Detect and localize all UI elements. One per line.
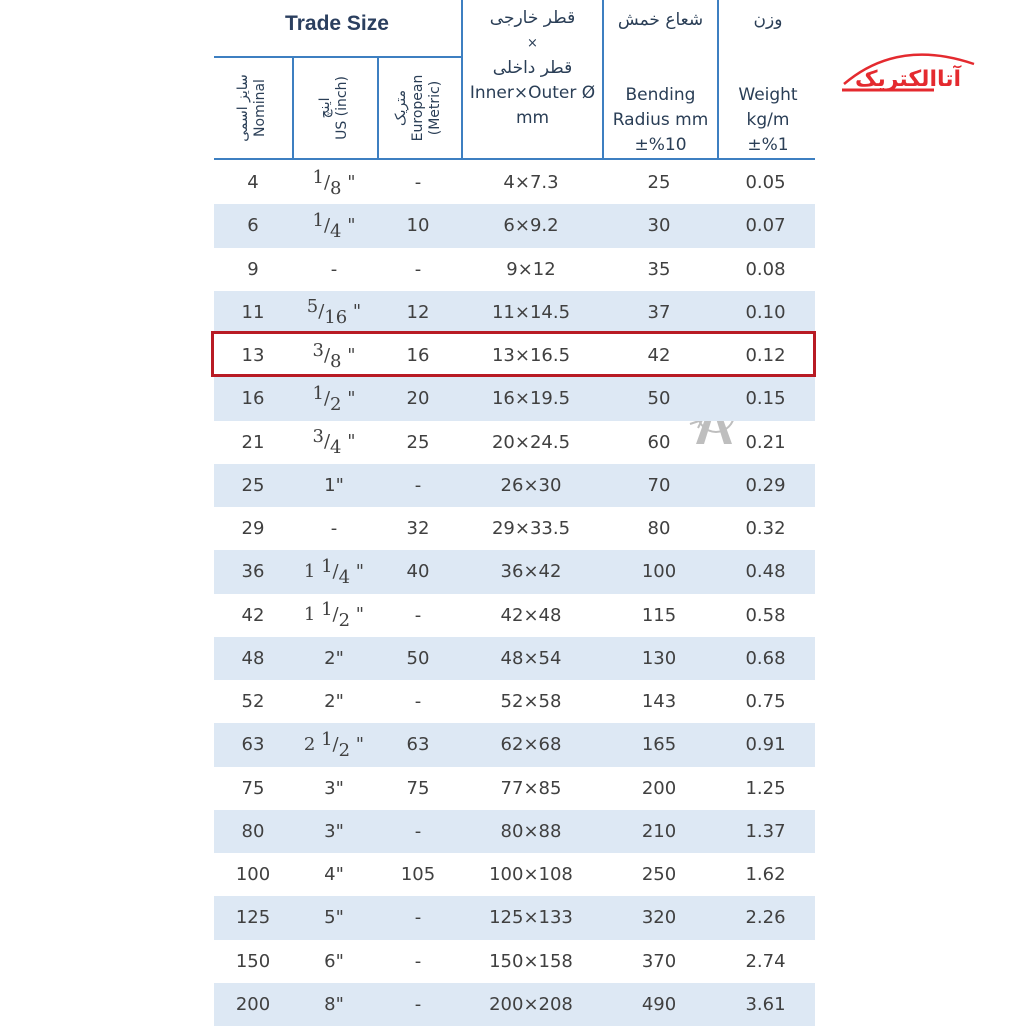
fraction-slash: / bbox=[318, 301, 325, 323]
us-inch-cell: 3" bbox=[324, 777, 344, 799]
bending-radius-cell: 100 bbox=[641, 561, 677, 583]
weight-header-en-3: ±%1 bbox=[747, 135, 789, 155]
bending-header-fa: شعاع خمش bbox=[617, 10, 704, 30]
diameter-header bbox=[463, 6, 602, 131]
inch-mark: " bbox=[350, 604, 365, 626]
diameter-cell: 9×12 bbox=[506, 258, 556, 280]
weight-cell: 0.29 bbox=[745, 474, 786, 496]
fraction-numerator: 3 bbox=[312, 339, 324, 361]
diameter-cell: 11×14.5 bbox=[491, 301, 571, 323]
fraction-slash: / bbox=[332, 604, 339, 626]
us-inch-cell bbox=[292, 210, 376, 242]
bending-radius-cell: 50 bbox=[647, 388, 671, 410]
weight-cell: 0.32 bbox=[745, 518, 786, 540]
fraction bbox=[303, 728, 365, 761]
bending-radius-cell: 35 bbox=[647, 258, 671, 280]
fraction bbox=[303, 555, 365, 588]
fraction-denominator: 2 bbox=[338, 739, 351, 761]
weight-cell: 0.15 bbox=[745, 388, 786, 410]
metric-cell: - bbox=[414, 474, 422, 496]
table-row bbox=[214, 940, 815, 983]
european-header-en-1: European bbox=[410, 74, 426, 142]
fraction-slash: / bbox=[323, 387, 331, 409]
fraction-denominator: 4 bbox=[338, 566, 351, 588]
fraction-slash: / bbox=[332, 560, 339, 582]
metric-cell: - bbox=[414, 172, 422, 194]
table-row bbox=[214, 291, 815, 334]
nominal-cell: 75 bbox=[241, 777, 265, 799]
metric-cell: - bbox=[414, 820, 422, 842]
metric-cell: 63 bbox=[406, 734, 430, 756]
diameter-header-en: Inner×Outer Ø bbox=[469, 83, 596, 103]
fraction-slash: / bbox=[323, 431, 331, 453]
fraction bbox=[312, 209, 356, 242]
nominal-cell: 25 bbox=[241, 474, 265, 496]
bending-radius-cell: 25 bbox=[647, 172, 671, 194]
nominal-cell: 36 bbox=[241, 561, 265, 583]
table-row bbox=[214, 810, 815, 853]
fraction-numerator: 1 bbox=[312, 209, 324, 231]
diameter-cell: 26×30 bbox=[500, 474, 562, 496]
nominal-cell: 21 bbox=[241, 431, 265, 453]
metric-cell: 25 bbox=[406, 431, 430, 453]
nominal-cell: 125 bbox=[235, 907, 271, 929]
table-row bbox=[214, 896, 815, 939]
metric-cell: - bbox=[414, 950, 422, 972]
fraction-whole: 1 bbox=[303, 604, 322, 626]
diameter-cell: 200×208 bbox=[489, 993, 573, 1015]
nominal-cell: 100 bbox=[235, 864, 271, 886]
us-inch-cell bbox=[292, 599, 376, 631]
nominal-cell: 63 bbox=[241, 734, 265, 756]
us-inch-header-fa: اینچ bbox=[317, 97, 333, 119]
fraction-slash: / bbox=[323, 214, 331, 236]
fraction-numerator: 3 bbox=[312, 426, 324, 448]
nominal-cell: 42 bbox=[241, 604, 265, 626]
diameter-cell: 52×58 bbox=[500, 691, 562, 713]
fraction-slash: / bbox=[323, 344, 331, 366]
table-row bbox=[214, 204, 815, 247]
table-row bbox=[214, 594, 815, 637]
logo-text: آتاالکتریک bbox=[854, 67, 962, 92]
weight-header-en-1: Weight bbox=[738, 85, 798, 105]
weight-cell: 0.08 bbox=[745, 258, 786, 280]
weight-cell: 0.12 bbox=[745, 345, 786, 367]
weight-cell: 0.21 bbox=[745, 431, 786, 453]
bending-radius-cell: 37 bbox=[647, 301, 671, 323]
nominal-cell: 150 bbox=[235, 950, 271, 972]
us-inch-cell bbox=[292, 556, 376, 588]
bending-radius-cell: 30 bbox=[647, 215, 671, 237]
nominal-cell: 6 bbox=[247, 215, 259, 237]
us-inch-cell: 2" bbox=[324, 647, 344, 669]
diameter-cell: 4×7.3 bbox=[503, 172, 559, 194]
fraction-denominator: 4 bbox=[330, 437, 342, 459]
metric-cell: - bbox=[414, 993, 422, 1015]
fraction bbox=[303, 599, 365, 632]
diameter-cell: 29×33.5 bbox=[491, 518, 571, 540]
weight-cell: 2.26 bbox=[745, 907, 786, 929]
metric-cell: - bbox=[414, 604, 422, 626]
inch-mark: " bbox=[341, 171, 356, 193]
us-inch-cell: 3" bbox=[324, 820, 344, 842]
diameter-header-unit: mm bbox=[515, 108, 550, 128]
metric-cell: 75 bbox=[406, 777, 430, 799]
table-row bbox=[214, 723, 815, 766]
bending-radius-cell: 143 bbox=[641, 691, 677, 713]
us-inch-cell bbox=[292, 729, 376, 761]
nominal-cell: 13 bbox=[241, 345, 265, 367]
nominal-cell: 52 bbox=[241, 691, 265, 713]
bending-radius-cell: 115 bbox=[641, 604, 677, 626]
diameter-cell: 125×133 bbox=[489, 907, 573, 929]
fraction-slash: / bbox=[323, 171, 331, 193]
inch-mark: " bbox=[350, 560, 365, 582]
metric-cell: 40 bbox=[406, 561, 430, 583]
fraction-numerator: 1 bbox=[312, 382, 324, 404]
selected-row-highlight bbox=[211, 331, 816, 377]
table-row bbox=[214, 377, 815, 420]
diameter-cell: 36×42 bbox=[500, 561, 562, 583]
us-inch-cell bbox=[292, 167, 376, 199]
us-inch-cell: 8" bbox=[324, 993, 344, 1015]
us-inch-cell: 5" bbox=[324, 907, 344, 929]
weight-cell: 0.91 bbox=[745, 734, 786, 756]
table-row bbox=[214, 767, 815, 810]
diameter-cell: 13×16.5 bbox=[491, 345, 571, 367]
fraction-denominator: 8 bbox=[330, 177, 342, 199]
weight-cell: 1.37 bbox=[745, 820, 786, 842]
nominal-cell: 48 bbox=[241, 647, 265, 669]
metric-cell: 12 bbox=[406, 301, 430, 323]
weight-header-en-2: kg/m bbox=[746, 110, 790, 130]
metric-cell: 50 bbox=[406, 647, 430, 669]
european-header-fa: متریک bbox=[393, 90, 409, 126]
nominal-cell: 80 bbox=[241, 820, 265, 842]
bending-radius-cell: 250 bbox=[641, 864, 677, 886]
us-inch-cell bbox=[292, 296, 376, 328]
nominal-cell: 11 bbox=[241, 301, 265, 323]
table-row bbox=[214, 550, 815, 593]
nominal-cell: 200 bbox=[235, 993, 271, 1015]
fraction-numerator: 1 bbox=[321, 599, 333, 621]
bending-radius-cell: 490 bbox=[641, 993, 677, 1015]
weight-cell: 0.05 bbox=[745, 172, 786, 194]
us-inch-cell bbox=[292, 426, 376, 458]
diameter-cell: 80×88 bbox=[500, 820, 562, 842]
inch-mark: " bbox=[350, 733, 365, 755]
table-row bbox=[214, 507, 815, 550]
us-inch-cell: 1" bbox=[324, 474, 344, 496]
fraction-slash: / bbox=[332, 733, 339, 755]
nominal-cell: 16 bbox=[241, 388, 265, 410]
bending-radius-cell: 70 bbox=[647, 474, 671, 496]
us-inch-header bbox=[317, 58, 353, 158]
table-row bbox=[214, 161, 815, 204]
fraction-denominator: 16 bbox=[324, 307, 348, 329]
bending-radius-cell: 370 bbox=[641, 950, 677, 972]
nominal-header bbox=[235, 58, 271, 158]
diameter-cell: 150×158 bbox=[489, 950, 573, 972]
fraction bbox=[306, 296, 362, 329]
fraction-numerator: 1 bbox=[312, 166, 324, 188]
us-inch-cell: - bbox=[330, 518, 338, 540]
fraction bbox=[312, 426, 356, 459]
trade-size-table-body bbox=[214, 161, 815, 1026]
table-row bbox=[214, 464, 815, 507]
header-bottom-rule bbox=[214, 158, 815, 160]
bending-radius-header bbox=[604, 8, 717, 158]
bending-radius-cell: 42 bbox=[647, 345, 671, 367]
nominal-cell: 29 bbox=[241, 518, 265, 540]
european-metric-header bbox=[393, 58, 445, 158]
bending-header-en-1: Bending bbox=[625, 85, 696, 105]
weight-cell: 1.62 bbox=[745, 864, 786, 886]
diameter-cell: 48×54 bbox=[500, 647, 562, 669]
diameter-cell: 16×19.5 bbox=[491, 388, 571, 410]
bending-header-en-3: ±%10 bbox=[634, 135, 687, 155]
bending-header-en-2: Radius mm bbox=[612, 110, 709, 130]
diameter-cell: 77×85 bbox=[500, 777, 562, 799]
inch-mark: " bbox=[341, 344, 356, 366]
metric-cell: 10 bbox=[406, 215, 430, 237]
weight-cell: 0.75 bbox=[745, 691, 786, 713]
nominal-header-fa: سایز اسمی bbox=[235, 74, 251, 142]
weight-cell: 0.48 bbox=[745, 561, 786, 583]
diameter-cell: 6×9.2 bbox=[503, 215, 559, 237]
diameter-header-outer-fa: قطر خارجی bbox=[489, 8, 576, 28]
fraction-denominator: 2 bbox=[338, 610, 351, 632]
metric-cell: 32 bbox=[406, 518, 430, 540]
metric-cell: - bbox=[414, 258, 422, 280]
fraction-numerator: 1 bbox=[321, 555, 333, 577]
inch-mark: " bbox=[347, 301, 362, 323]
weight-cell: 0.10 bbox=[745, 301, 786, 323]
bending-radius-cell: 165 bbox=[641, 734, 677, 756]
fraction-whole: 1 bbox=[303, 560, 322, 582]
table-row bbox=[214, 983, 815, 1026]
bending-radius-cell: 80 bbox=[647, 518, 671, 540]
fraction bbox=[312, 166, 356, 199]
divider-us-right bbox=[377, 57, 379, 160]
bending-radius-cell: 200 bbox=[641, 777, 677, 799]
weight-cell: 2.74 bbox=[745, 950, 786, 972]
nominal-cell: 4 bbox=[247, 172, 259, 194]
weight-cell: 1.25 bbox=[745, 777, 786, 799]
us-inch-header-en: US (inch) bbox=[334, 76, 350, 140]
fraction-denominator: 2 bbox=[330, 393, 342, 415]
table-row bbox=[214, 421, 815, 464]
diameter-header-inner-fa: قطر داخلی bbox=[492, 58, 573, 78]
diameter-cell: 20×24.5 bbox=[491, 431, 571, 453]
table-row bbox=[214, 853, 815, 896]
weight-cell: 0.58 bbox=[745, 604, 786, 626]
fraction bbox=[312, 382, 356, 415]
nominal-cell: 9 bbox=[247, 258, 259, 280]
fraction-denominator: 8 bbox=[330, 350, 342, 372]
bending-radius-cell: 210 bbox=[641, 820, 677, 842]
nominal-header-en: Nominal bbox=[252, 79, 268, 137]
us-inch-cell bbox=[292, 383, 376, 415]
weight-cell: 0.07 bbox=[745, 215, 786, 237]
metric-cell: 105 bbox=[400, 864, 436, 886]
diameter-header-times: × bbox=[527, 36, 538, 51]
ata-electric-logo bbox=[838, 44, 978, 100]
table-row bbox=[214, 680, 815, 723]
weight-header-fa: وزن bbox=[753, 10, 783, 30]
weight-header bbox=[719, 8, 817, 158]
metric-cell: 16 bbox=[406, 345, 430, 367]
us-inch-cell: 6" bbox=[324, 950, 344, 972]
us-inch-cell: - bbox=[330, 258, 338, 280]
inch-mark: " bbox=[341, 387, 356, 409]
bending-radius-cell: 130 bbox=[641, 647, 677, 669]
weight-cell: 3.61 bbox=[745, 993, 786, 1015]
bending-radius-cell: 320 bbox=[641, 907, 677, 929]
fraction-denominator: 4 bbox=[330, 220, 342, 242]
trade-size-heading: Trade Size bbox=[285, 12, 389, 35]
bending-radius-cell: 60 bbox=[647, 431, 671, 453]
us-inch-cell: 4" bbox=[324, 864, 344, 886]
diameter-cell: 100×108 bbox=[489, 864, 573, 886]
divider-nominal-right bbox=[292, 57, 294, 160]
european-header-en-2: (Metric) bbox=[427, 80, 443, 136]
fraction-numerator: 5 bbox=[306, 296, 319, 318]
metric-cell: 20 bbox=[406, 388, 430, 410]
table-row bbox=[214, 637, 815, 680]
metric-cell: - bbox=[414, 691, 422, 713]
diameter-cell: 42×48 bbox=[500, 604, 562, 626]
weight-cell: 0.68 bbox=[745, 647, 786, 669]
inch-mark: " bbox=[341, 214, 356, 236]
table-row bbox=[214, 248, 815, 291]
us-inch-cell: 2" bbox=[324, 691, 344, 713]
fraction-numerator: 1 bbox=[321, 728, 333, 750]
diameter-cell: 62×68 bbox=[500, 734, 562, 756]
metric-cell: - bbox=[414, 907, 422, 929]
fraction-whole: 2 bbox=[303, 733, 322, 755]
inch-mark: " bbox=[341, 431, 356, 453]
